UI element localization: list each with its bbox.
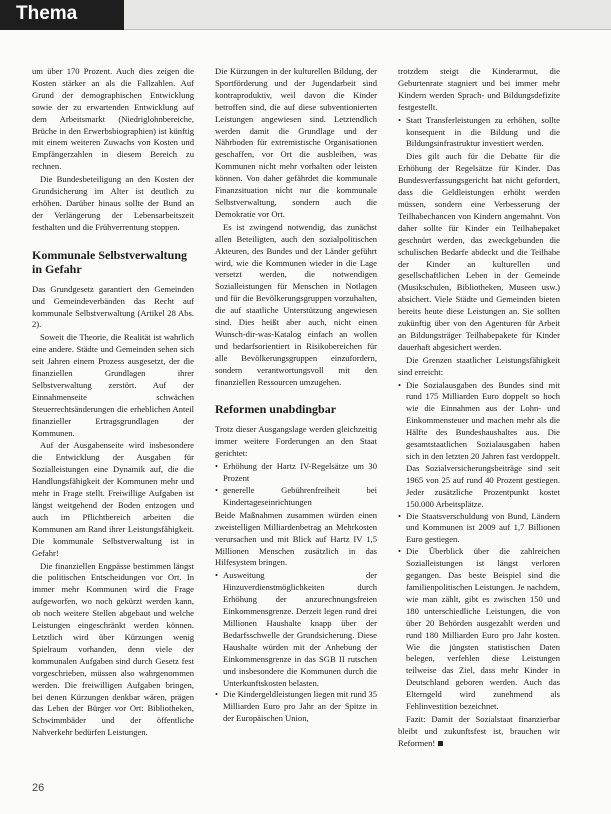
paragraph: Dies gilt auch für die Debatte für die Erhöhung der Regelsätze für Kinder. Das Bundesverfassungsgericht hat nicht gefordert, dass die Geldleistungen erhöht werden müssen, sondern eine Verbesserung der Teilhabechancen von Kindern angemahnt. Von daher sollte für Kinder ein Teilhabepaket geschnürt werden, das zweckgebunden die schulischen Bedarfe abdeckt und die Teilhabe der Kinder an kulturellen und gesellschaftlichen Leben in der Gemeinde (Musikschulen, Bibliotheken, Museen usw.) absichert. Viele Städte und Gemeinden bieten bereits heute diese Leistungen an. Sie sollten zukünftig über von den Agenturen für Arbeit an Bildungsträger Teilhabepakete für Kinder dauerhaft abgesichert werden. bbox=[398, 151, 560, 352]
list-item: • Ausweitung der Hinzuverdienstmöglichkeiten durch Erhöhung der anzurechnungsfreien Einkommensgrenze. Derzeit legen rund drei Millionen Haushalte knapp über der Bedarfsschwelle der Grundsicherung. Diese Haushalte würden mit der Anhebung der Einkommensgrenze in das SGB II rutschen und insbesondere die Kommunen durch die Unterkunftskosten belasten. bbox=[215, 570, 377, 689]
list-item: • Statt Transferleistungen zu erhöhen, sollte konsequent in die Bildung und die Bildungsinfrastruktur investiert werden. bbox=[398, 115, 560, 151]
section-tab bbox=[0, 0, 124, 30]
column-2 bbox=[215, 66, 377, 726]
section-heading: Kommunale Selbstverwaltung in Gefahr bbox=[32, 247, 188, 276]
bullet-list bbox=[215, 461, 377, 509]
column-3 bbox=[398, 66, 560, 751]
section-heading: Reformen unabdingbar bbox=[215, 402, 337, 417]
paragraph: Die Bundesbeteiligung an den Kosten der Grundsicherung im Alter ist deutlich zu erhöhen. Darüber hinaus sollte der Bund an der Verlängerung der Lebensarbeitszeit festhalten und die Frühverrentung stoppen. bbox=[32, 174, 194, 232]
list-item: • Die Überblick über die zahlreichen Sozialleistungen ist längst verloren gegangen. Das beste Beispiel sind die familienpolitischen Leistungen. Je nachdem, wie man zählt, gibt es zwischen 150 und 180 unterschiedliche Leistungen, die von über 20 Behörden ausgezahlt werden und rund 180 Milliarden Euro pro Jahr kosten. Wie die jüngsten statistischen Daten belegen, verfehlen diese Leistungen teilweise das Ziel, dass mehr Kinder in Deutschland geboren werden. Auch das Elterngeld wird zunehmend als Fehlinvestition bezeichnet. bbox=[398, 546, 560, 713]
conclusion-paragraph bbox=[398, 714, 560, 750]
paragraph: Die finanziellen Engpässe bestimmen längst die politischen Entscheidungen vor Ort. In immer mehr Kommunen wird die Frage aufgeworfen, wo noch gekürzt werden kann, ob noch weitere Stellen abgebaut und welche Leistungen eingeschränkt werden können. Letztlich wird über Kürzungen wenig Spielraum vorhanden, denn viele der kommunalen Aufgaben sind durch Gesetz fest vorgeschrieben, müssen also wahrgenommen werden. Die freiwilligen Aufgaben bringen, bei denen Kürzungen denkbar wären, prägen das Leben der Bürger vor Ort: Bibliotheken, Schwimmbäder und der öffentliche Nahverkehr bedürfen Leistungen. bbox=[32, 560, 194, 738]
bullet-list bbox=[215, 570, 377, 725]
bullet-list bbox=[398, 380, 560, 713]
bullet-list bbox=[398, 115, 560, 151]
list-item: • Die Staatsverschuldung von Bund, Ländern und Kommunen ist 2009 auf 1,7 Billionen Euro gestiegen. bbox=[398, 511, 560, 547]
paragraph: Soweit die Theorie, die Realität ist wahrlich eine andere. Städte und Gemeinden sehen sich seit Jahren einem Prozess ausgesetzt, der die finanziellen Grundlagen ihrer Selbstverwaltung zerstört. Auf der Einnahmenseite schwächen Steuerrechtsänderungen die erheblichen Anteil finanzieller Ertragsgrundlagen der Kommunen. bbox=[32, 332, 194, 438]
end-mark-icon bbox=[438, 741, 443, 746]
paragraph: Es ist zwingend notwendig, das zunächst allen Beteiligten, auch den sozialpolitischen Akteuren, des Bundes und der Länder geführt wird, wie die Kommunen wieder in die Lage versetzt werden, die notwendigen Sozialleistungen für Menschen in Notlagen und für die Bevölkerungsgruppen vorzuhalten, die auf staatliche Unterstützung angewiesen sind. Dies heißt aber auch, nicht einen Wunsch-dir-was-Katalog einfach an wollen und bedarfsorientiert in Risikobereichen für alle Bevölkerungsgruppen einzufordern, sondern verantwortungsvoll mit den finanziellen Ressourcen umzugehen. bbox=[215, 221, 377, 387]
list-item: • generelle Gebührenfreiheit bei Kindertageseinrichtungen bbox=[215, 485, 377, 509]
header-rule bbox=[124, 29, 611, 30]
paragraph: Die Kürzungen in der kulturellen Bildung, der Sportförderung und der Jugendarbeit sind kontraproduktiv, weil davon die Kinder betroffen sind, die auf diese subventionierten Leistungen angewiesen sind. Letztendlich werden damit die Grundlage und der Nährboden für extremistische Organisationen geschaffen, vor Ort die ausbleiben, was Kommunen nicht mehr vorhalten oder leisten können. Von daher gefährdet die kommunale Finanzsituation nicht nur die kommunale Selbstverwaltung, sondern auch die Demokratie vor Ort. bbox=[215, 66, 377, 219]
paragraph: Die Grenzen staatlicher Leistungsfähigkeit sind erreicht: bbox=[398, 354, 560, 377]
paragraph: Das Grundgesetz garantiert den Gemeinden und Gemeindeverbänden das Recht auf kommunale Selbstverwaltung (Artikel 28 Abs. 2). bbox=[32, 283, 194, 330]
paragraph: trotzdem steigt die Kinderarmut, die Geburtenrate stagniert und bei immer mehr Kindern werden Sprach- und Bildungsdefizite festgestellt. bbox=[398, 66, 560, 112]
paragraph: Beide Maßnahmen zusammen würden einen zweistelligen Milliardenbetrag an Mehrkosten verursachen und mit Blick auf Hartz IV 1,5 Millionen Menschen zusätzlich in das Hilfesystem bringen. bbox=[215, 509, 377, 568]
list-item: • Die Kindergeldleistungen liegen mit rund 35 Milliarden Euro pro Jahr an der Spitze in der Europäischen Union, bbox=[215, 689, 377, 725]
conclusion-text: Fazit: Damit der Sozialstaat finanzierbar bleibt und zukunftsfest ist, brauchen wir Reformen! bbox=[398, 713, 560, 748]
paragraph: Trotz dieser Ausgangslage werden gleichzeitig immer weitere Forderungen an den Staat gerichtet: bbox=[215, 424, 377, 459]
paragraph: Auf der Ausgabenseite wird insbesondere die Entwicklung der Ausgaben für Sozialleistungen eine Dynamik auf, die die Handlungsfähigkeit der Kommunen mehr und mehr in Frage stellt. Freiwillige Aufgaben ist längst weitgehend der Boden entzogen und auch im Pflichtbereich arbeiten die Kommunen am Rand ihrer Leistungsfähigkeit. Die kommunale Selbstverwaltung ist in Gefahr! bbox=[32, 440, 194, 558]
list-item: • Erhöhung der Hartz IV-Regelsätze um 30 Prozent bbox=[215, 461, 377, 485]
section-title: Thema bbox=[16, 3, 78, 24]
list-item: • Die Sozialausgaben des Bundes sind mit rund 175 Milliarden Euro doppelt so hoch wie die Einnahmen aus der Lohn- und Einkommensteuer und machen mehr als die Hälfte des Bundeshaushaltes aus. Die gesamtstaatlichen Sozialausgaben haben sich in den letzten 20 Jahren fast verdoppelt. Das Sozialversicherungsbeiträge sind seit 1965 von 25 auf rund 40 Prozent gestiegen. Jeder zusätzliche Prozentpunkt kostet 150.000 Arbeitsplätze. bbox=[398, 380, 560, 511]
column-1 bbox=[32, 66, 194, 740]
paragraph: um über 170 Prozent. Auch dies zeigen die Kosten stärker an als die Fallzahlen. Auf Grund der demographischen Entwicklung sowie der zu erwartenden Entwicklung auf dem Arbeitsmarkt (Niedriglohnbereiche, Brüche in den Erwerbsbiographien) ist künftig mit einem weiteren Zuwachs von Kosten und Empfängerzahlen in diesem Bereich zu rechnen. bbox=[32, 66, 194, 172]
page-number: 26 bbox=[32, 782, 45, 794]
